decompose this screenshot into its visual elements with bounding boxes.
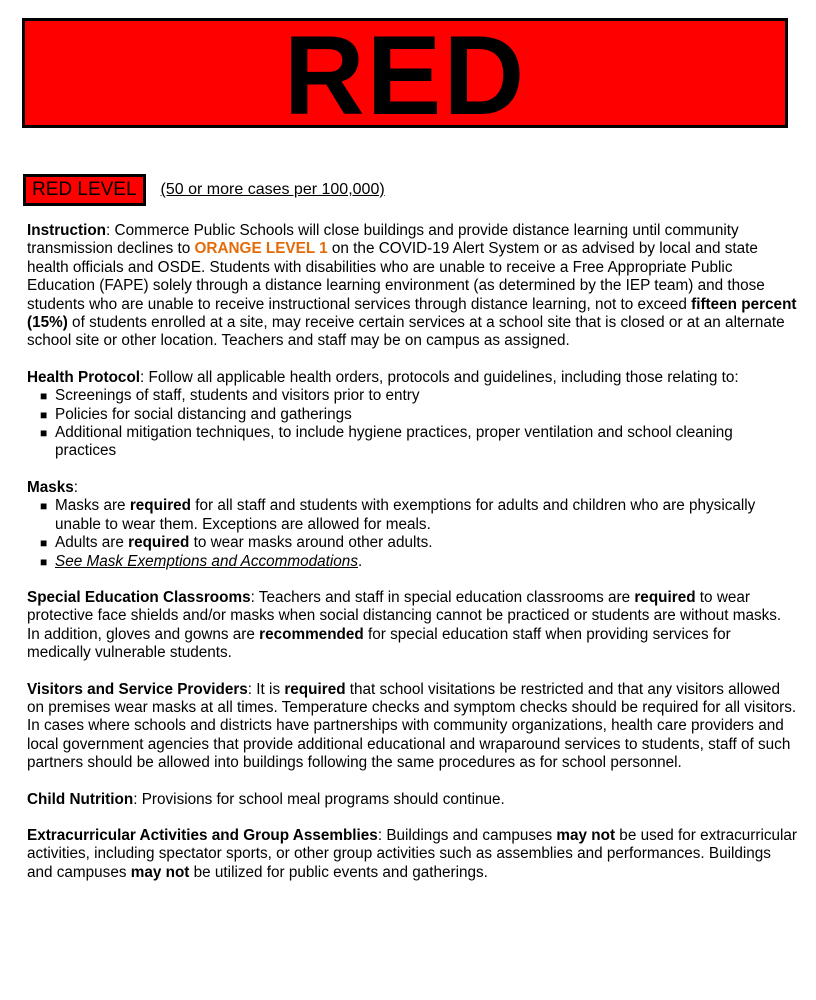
visitors-bold: required <box>284 680 346 698</box>
list-item-text: . <box>357 552 363 570</box>
list-item <box>27 406 797 424</box>
child-nutrition-heading: Child Nutrition <box>27 790 134 808</box>
masks-section <box>27 479 797 571</box>
special-education-text-2: to wear protective face shields and/or masks when social distancing cannot be practiced or students are without masks. In addition, gloves and gowns are <box>27 588 782 643</box>
child-nutrition-text: : Provisions for school meal programs should continue. <box>133 790 505 808</box>
list-item <box>27 534 797 552</box>
square-bullet-icon: ■ <box>40 407 48 422</box>
square-bullet-icon: ■ <box>40 536 48 551</box>
list-item <box>27 497 797 534</box>
list-item <box>27 424 797 461</box>
visitors-paragraph <box>27 681 797 773</box>
special-education-paragraph <box>27 589 797 663</box>
square-bullet-icon: ■ <box>40 389 48 404</box>
health-protocol-text: : Follow all applicable health orders, protocols and guidelines, including those relating to: <box>140 368 739 386</box>
extracurricular-bold-1: may not <box>556 826 616 844</box>
visitors-heading: Visitors and Service Providers <box>27 680 248 698</box>
list-item-text: for all staff and students with exemptions for adults and children who are physically unable to wear them. Exceptions are allowed for meals. <box>55 497 756 533</box>
mask-exemptions-link[interactable]: See Mask Exemptions and Accommodations <box>55 552 358 570</box>
masks-colon: : <box>73 478 79 496</box>
square-bullet-icon: ■ <box>40 426 48 441</box>
child-nutrition-paragraph <box>27 791 797 809</box>
list-item-text: Policies for social distancing and gatherings <box>55 405 352 423</box>
instruction-text-1: : Commerce Public Schools will close buildings and provide distance learning until community transmission declines to <box>27 222 739 258</box>
special-education-bold-1: required <box>634 588 696 606</box>
square-bullet-icon: ■ <box>40 554 48 569</box>
special-education-bold-2: recommended <box>259 625 364 643</box>
visitors-text-1: : It is <box>247 680 285 698</box>
special-education-text-1: : Teachers and staff in special education classrooms are <box>250 588 635 606</box>
extracurricular-paragraph <box>27 827 797 882</box>
special-education-text-3: for special education staff when providing services for medically vulnerable students. <box>27 625 731 662</box>
red-level-banner <box>22 13 788 138</box>
extracurricular-text-2: be used for extracurricular activities, including spectator sports, or other group activities such as assemblies and performances. Buildings and campuses <box>27 826 798 881</box>
list-item-text: Adults are <box>55 534 129 552</box>
extracurricular-heading: Extracurricular Activities and Group Assemblies <box>27 826 378 844</box>
health-protocol-intro <box>27 369 797 387</box>
document-body <box>27 222 797 900</box>
level-badge: RED LEVEL <box>23 174 146 206</box>
list-item <box>27 553 797 571</box>
square-bullet-icon: ■ <box>40 499 48 514</box>
extracurricular-bold-2: may not <box>130 863 190 881</box>
special-education-heading: Special Education Classrooms <box>27 588 251 606</box>
instruction-text-2: on the COVID-19 Alert System or as advised by local and state health officials and OSDE. Students with disabilities who are unable to receive a Free Appropriate Public Education (FAPE) solely through a distance learning environment (as determined by the IEP team) and those students who are unable to receive instructional services through distance learning, not to exceed <box>27 240 765 313</box>
masks-list <box>27 497 797 571</box>
orange-level-highlight: ORANGE LEVEL 1 <box>194 240 328 258</box>
list-item-bold: required <box>129 497 192 515</box>
instruction-paragraph <box>27 222 797 351</box>
level-header <box>23 174 385 206</box>
health-protocol-section <box>27 369 797 461</box>
list-item-text: Masks are <box>55 497 130 515</box>
extracurricular-text-3: be utilized for public events and gatherings. <box>189 863 488 881</box>
masks-heading: Masks <box>27 478 74 496</box>
masks-intro <box>27 479 797 497</box>
list-item-bold: required <box>128 534 190 552</box>
health-protocol-list <box>27 387 797 461</box>
visitors-text-2: that school visitations be restricted and that any visitors allowed on premises wear masks at all times. Temperature checks and symptom checks should be required for all visitors. In cases where schools and districts have partnerships with community organizations, health care providers and local government agencies that provide additional educational and wraparound services to students, staff of such partners should be allowed into buildings following the same procedures as for school personnel. <box>27 680 797 772</box>
extracurricular-text-1: : Buildings and campuses <box>377 826 557 844</box>
instruction-percent: fifteen percent (15%) <box>27 295 797 332</box>
level-subtitle: (50 or more cases per 100,000) <box>160 181 385 198</box>
list-item-text: Screenings of staff, students and visitors prior to entry <box>55 387 420 405</box>
list-item-text: Additional mitigation techniques, to include hygiene practices, proper ventilation and school cleaning practices <box>55 424 733 460</box>
health-protocol-heading: Health Protocol <box>27 368 141 386</box>
instruction-text-3: of students enrolled at a site, may receive certain services at a school site that is closed or at an alternate school site or other location. Teachers and staff may be on campus as assigned. <box>27 314 785 350</box>
list-item <box>27 387 797 405</box>
instruction-heading: Instruction <box>27 222 107 239</box>
banner-title: RED <box>283 13 527 138</box>
list-item-text: to wear masks around other adults. <box>189 534 433 552</box>
